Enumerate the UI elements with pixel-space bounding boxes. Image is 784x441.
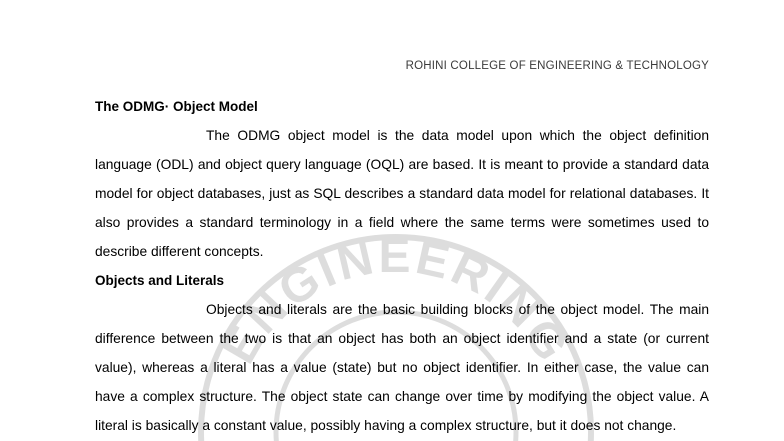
paragraph-odmg-object-model: The ODMG object model is the data model upon which the object definition language (ODL) and object query language (OQL) are based. It is meant to provide a standard data model for object databases, just as SQL describes a standard data model for relational databases. It also provides a standard terminology in a field where the same terms were sometimes used to describe different concepts. [95,128,709,259]
document-body [95,92,709,440]
paragraph-objects-and-literals: Objects and literals are the basic building blocks of the object model. The main difference between the two is that an object has both an object identifier and a state (or current value), whereas a literal has a value (state) but no object identifier. In either case, the value can have a complex structure. The object state can change over time by modifying the object value. A literal is basically a constant value, possibly having a complex structure, but it does not change. [95,302,709,433]
section-heading-odmg-object-model: The ODMG· Object Model [95,99,258,114]
section-heading-objects-and-literals: Objects and Literals [95,273,225,288]
college-header: ROHINI COLLEGE OF ENGINEERING & TECHNOLOGY [405,60,709,72]
svg-text:ENGINEERING: ENGINEERING [212,232,580,373]
